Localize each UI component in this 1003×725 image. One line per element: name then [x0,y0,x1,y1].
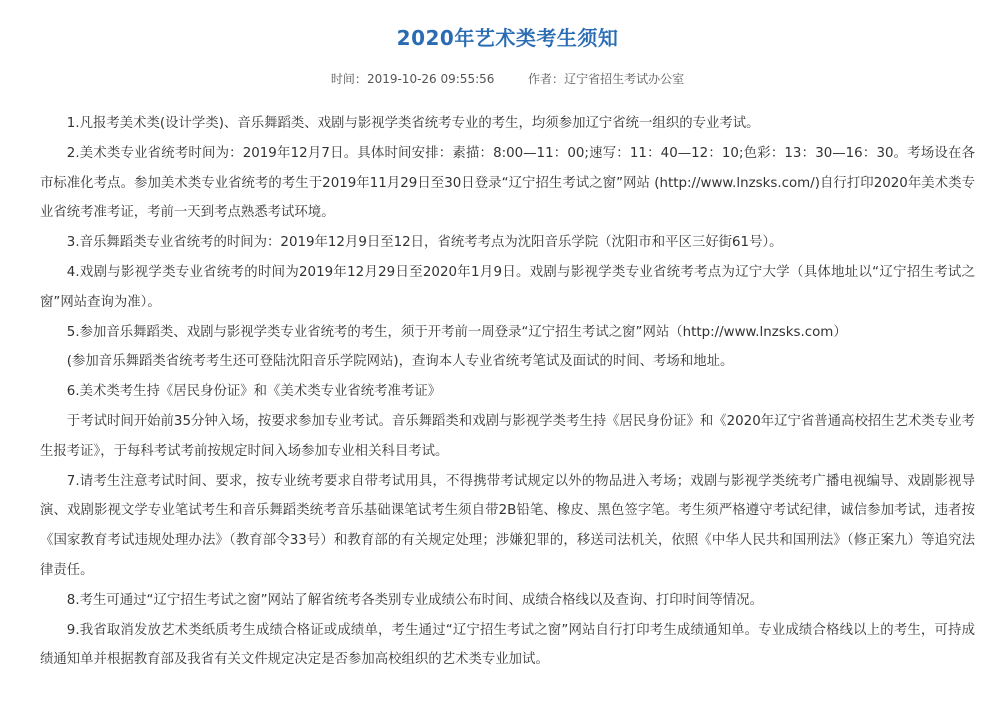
paragraph-2: 2.美术类专业省统考时间为：2019年12月7日。具体时间安排：素描：8:00—11：00;速写：11：40—12：10;色彩：13：30—16：30。考场设在各市标准化考点。参加美术类专业省统考的考生于2019年11月29日至30日登录“辽宁招生考试之窗”网站 (http://www.lnzsks.com/)自行打印2020年美术类专业省统考准考证，考前一天到考点熟悉考试环境。 [40,145,975,221]
time-label: 时间： [330,72,367,86]
paragraph-7: 7.请考生注意考试时间、要求，按专业统考要求自带考试用具，不得携带考试规定以外的物品进入考场；戏剧与影视学类统考广播电视编导、戏剧影视导演、戏剧影视文学专业笔试考生和音乐舞蹈类统考音乐基础课笔试考生须自带2B铅笔、橡皮、黑色签字笔。考生须严格遵守考试纪律，诚信参加考试，违者按《国家教育考试违规处理办法》（教育部令33号）和教育部的有关规定处理；涉嫌犯罪的，移送司法机关，依照《中华人民共和国刑法》（修正案九）等追究法律责任。 [40,473,975,578]
paragraph-9: 9.我省取消发放艺术类纸质考生成绩合格证或成绩单，考生通过“辽宁招生考试之窗”网站自行打印考生成绩通知单。专业成绩合格线以上的考生，可持成绩通知单并根据教育部及我省有关文件规定决定是否参加高校组织的艺术类专业加试。 [40,622,975,668]
paragraph-1: 1.凡报考美术类(设计学类)、音乐舞蹈类、戏剧与影视学类省统考专业的考生，均须参加辽宁省统一组织的专业考试。 [66,116,760,131]
paragraph-5: 5.参加音乐舞蹈类、戏剧与影视学类专业省统考的考生，须于开考前一周登录“辽宁招生考试之窗”网站（http://www.lnzsks.com） [66,324,847,340]
paragraph-5-note: (参加音乐舞蹈类省统考考生还可登陆沈阳音乐学院网站)，查询本人专业省统考笔试及面试的时间、考场和地址。 [66,354,734,370]
paragraph-8: 8.考生可通过“辽宁招生考试之窗”网站了解省统考各类别专业成绩公布时间、成绩合格线以及查询、打印时间等情况。 [66,592,763,608]
article-meta [40,69,975,89]
article-body [40,109,975,675]
author-label: 作者： [528,72,565,86]
paragraph-3: 3.音乐舞蹈类专业省统考的时间为：2019年12月9日至12日，省统考考点为沈阳音乐学院（沈阳市和平区三好街61号）。 [66,235,783,251]
paragraph-4: 4.戏剧与影视学类专业省统考的时间为2019年12月29日至2020年1月9日。戏剧与影视学类专业省统考考点为辽宁大学（具体地址以“辽宁招生考试之窗”网站查询为准）。 [40,264,975,310]
paragraph-6: 6.美术类考生持《居民身份证》和《美术类专业省统考准考证》 [66,384,442,400]
author-name: 辽宁省招生考试办公室 [564,72,685,86]
publish-time: 2019-10-26 09:55:56 [366,72,495,86]
paragraph-6-detail: 于考试时间开始前35分钟入场，按要求参加专业考试。音乐舞蹈类和戏剧与影视学类考生持《居民身份证》和《2020年辽宁省普通高校招生艺术类专业考生报考证》，于每科考试考前按规定时间入场参加专业相关科目考试。 [40,413,975,459]
page-title: 2020年艺术类考生须知 [396,26,619,50]
